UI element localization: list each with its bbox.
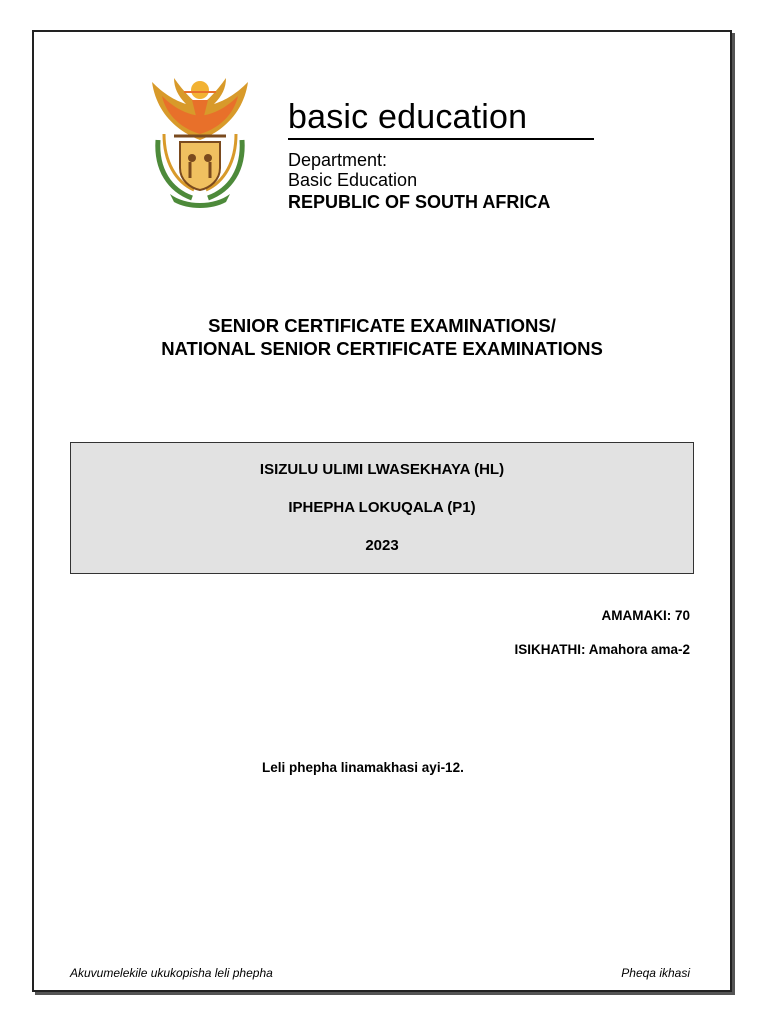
brand-title: basic education: [288, 98, 594, 140]
paper-name: IPHEPHA LOKUQALA (P1): [288, 499, 476, 516]
page-count-note: Leli phepha linamakhasi ayi-12.: [262, 760, 464, 775]
subject-name: ISIZULU ULIMI LWASEKHAYA (HL): [259, 461, 505, 478]
copyright-notice: Akuvumelekile ukukopisha leli phepha: [70, 966, 273, 980]
exam-heading-line1: SENIOR CERTIFICATE EXAMINATIONS/: [208, 315, 556, 336]
exam-heading-line2: NATIONAL SENIOR CERTIFICATE EXAMINATIONS: [161, 338, 603, 359]
subject-box: [70, 442, 694, 574]
page-frame: [32, 30, 732, 992]
department-name: Basic Education: [288, 170, 418, 190]
time-allowed: ISIKHATHI: Amahora ama-2: [514, 642, 690, 657]
brand-block: [288, 98, 598, 214]
marks-total: AMAMAKI: 70: [601, 608, 690, 623]
country-name: REPUBLIC OF SOUTH AFRICA: [288, 192, 551, 212]
exam-year: 2023: [365, 537, 399, 554]
turn-page-note: Pheqa ikhasi: [621, 966, 690, 980]
coat-of-arms-logo: [134, 70, 266, 210]
department-label: Department:: [288, 150, 388, 170]
